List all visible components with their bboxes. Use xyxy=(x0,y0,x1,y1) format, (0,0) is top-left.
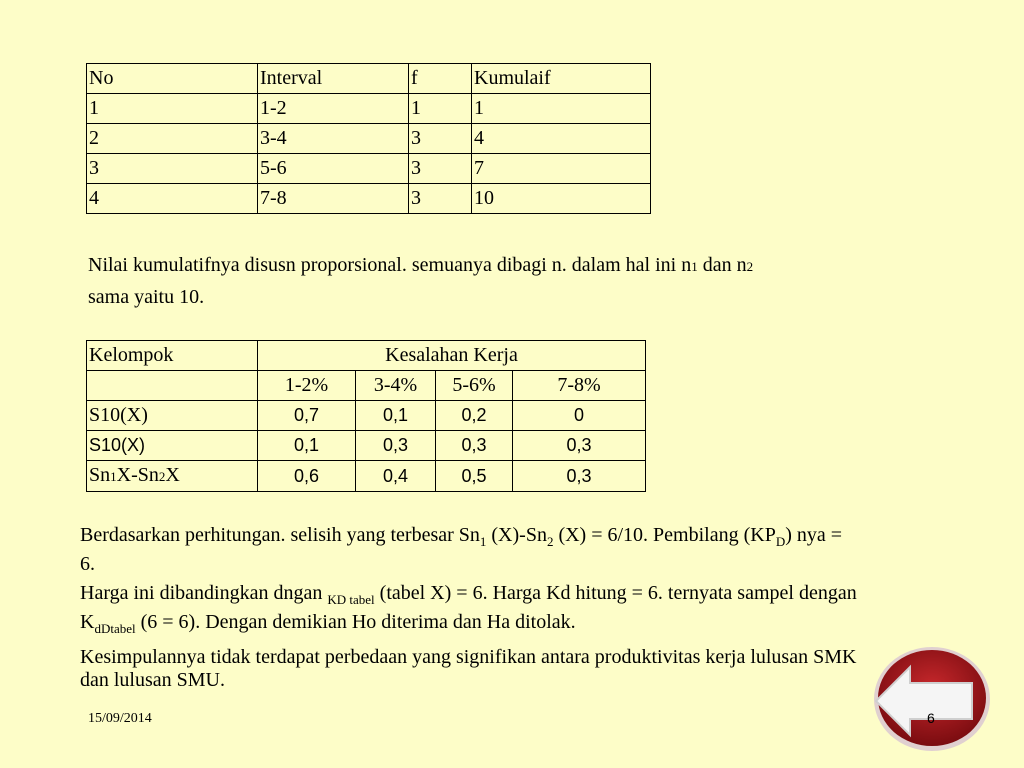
frequency-table xyxy=(86,63,651,214)
table-row xyxy=(87,154,651,184)
table-cell: 4 xyxy=(472,124,651,154)
text: Harga ini dibandingkan dngan xyxy=(80,582,328,604)
row-label xyxy=(87,461,258,492)
table-cell: 0,2 xyxy=(436,401,513,431)
subheader-cell: 1-2% xyxy=(258,371,356,401)
para-text-b: dan n xyxy=(697,254,747,276)
table-row xyxy=(87,94,651,124)
subheader-cell: 3-4% xyxy=(356,371,436,401)
header-kesalahan-kerja: Kesalahan Kerja xyxy=(258,341,646,371)
text: (6 = 6). Dengan demikian Ho diterima dan Ha ditolak. xyxy=(135,611,576,633)
table-cell: 3 xyxy=(409,184,472,214)
subscript: dDtabel xyxy=(94,621,136,636)
table-cell: 3 xyxy=(409,154,472,184)
subscript: KD tabel xyxy=(327,592,375,607)
conclusion-text xyxy=(80,524,860,698)
label-sub: 1 xyxy=(110,469,117,484)
text: ) nya = 6. xyxy=(80,524,843,575)
subscript: 1 xyxy=(479,534,487,549)
table-cell: 1 xyxy=(409,94,472,124)
subscript: D xyxy=(775,534,786,549)
table-cell: 1-2 xyxy=(258,94,409,124)
para-text-c: sama yaitu 10. xyxy=(88,286,205,308)
table-row xyxy=(87,184,651,214)
table-cell: 0 xyxy=(513,401,646,431)
table-cell: 3 xyxy=(409,124,472,154)
table-cell-empty xyxy=(87,371,258,401)
conclusion-paragraph-2 xyxy=(80,582,860,640)
subscript: 2 xyxy=(546,534,554,549)
table-row xyxy=(87,124,651,154)
table-cell: 2 xyxy=(87,124,258,154)
header-kumulatif: Kumulaif xyxy=(472,64,651,94)
table-row xyxy=(87,401,646,431)
table-cell: 0,4 xyxy=(356,461,436,492)
table-row xyxy=(87,461,646,492)
table-cell: 0,3 xyxy=(513,461,646,492)
table-header-row xyxy=(87,64,651,94)
header-kelompok: Kelompok xyxy=(87,341,258,371)
row-label: S10(X) xyxy=(87,401,258,431)
para-text-a: Nilai kumulatifnya disusn proporsional. semuanya dibagi n. dalam hal ini n xyxy=(88,254,692,276)
label-sub: 2 xyxy=(158,469,166,484)
text: (tabel X) = 6. Harga Kd hitung = 6. ternyata sampel dengan K xyxy=(80,582,857,633)
table-cell: 10 xyxy=(472,184,651,214)
subheader-cell: 5-6% xyxy=(436,371,513,401)
slide-date: 15/09/2014 xyxy=(88,711,152,726)
conclusion-paragraph-3: Kesimpulannya tidak terdapat perbedaan yang signifikan antara produktivitas kerja lulusan SMK dan lulusan SMU. xyxy=(80,646,857,691)
label-part: Sn xyxy=(89,464,111,486)
text: (X) = 6/10. Pembilang (KP xyxy=(553,524,776,546)
table-cell: 0,3 xyxy=(436,431,513,461)
table-header-row xyxy=(87,341,646,371)
table-cell: 7-8 xyxy=(258,184,409,214)
header-no: No xyxy=(87,64,258,94)
table-cell: 0,3 xyxy=(356,431,436,461)
para-sub-2: 2 xyxy=(746,259,754,274)
table-cell: 3 xyxy=(87,154,258,184)
table-cell: 0,1 xyxy=(356,401,436,431)
label-part: X xyxy=(165,464,180,486)
table-cell: 0,7 xyxy=(258,401,356,431)
table-cell: 0,6 xyxy=(258,461,356,492)
table-cell: 3-4 xyxy=(258,124,409,154)
header-f: f xyxy=(409,64,472,94)
para-sub-1: 1 xyxy=(691,259,698,274)
table-cell: 5-6 xyxy=(258,154,409,184)
label-part: X-Sn xyxy=(116,464,159,486)
table-cell: 4 xyxy=(87,184,258,214)
conclusion-paragraph-1 xyxy=(80,524,860,576)
back-arrow-button[interactable] xyxy=(872,643,992,753)
table-row xyxy=(87,431,646,461)
table-cell: 0,5 xyxy=(436,461,513,492)
table-subheader-row xyxy=(87,371,646,401)
error-table xyxy=(86,340,646,492)
header-interval: Interval xyxy=(258,64,409,94)
table-cell: 1 xyxy=(472,94,651,124)
table-cell: 0,3 xyxy=(513,431,646,461)
text: (X)-Sn xyxy=(486,524,547,546)
row-label: S10(X) xyxy=(87,431,258,461)
slide-number: 6 xyxy=(927,710,935,726)
table-cell: 1 xyxy=(87,94,258,124)
table-cell: 0,1 xyxy=(258,431,356,461)
subheader-cell: 7-8% xyxy=(513,371,646,401)
text: Berdasarkan perhitungan. selisih yang terbesar Sn xyxy=(80,524,480,546)
explanation-paragraph xyxy=(88,250,948,312)
table-cell: 7 xyxy=(472,154,651,184)
